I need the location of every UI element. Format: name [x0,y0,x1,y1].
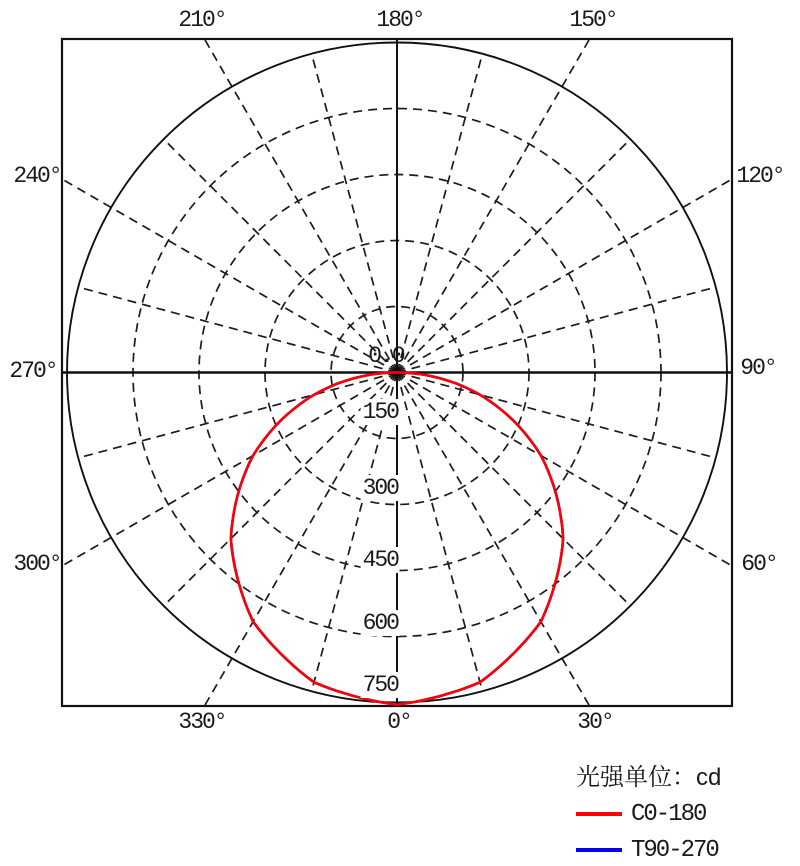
angle-label-30: 30° [577,709,613,735]
radial-label-0: 0.0 [368,343,404,369]
radial-label-450: 450 [362,547,398,573]
angle-label-120: 120° [736,163,784,189]
angle-label-90: 90° [740,355,776,381]
angle-label-210: 210° [178,7,226,33]
angle-label-150: 150° [569,7,617,33]
angle-label-180: 180° [376,7,424,33]
legend [576,757,721,866]
angle-label-60: 60° [741,551,777,577]
radial-label-150: 150 [362,399,398,425]
legend-item-c0-180 [576,796,721,832]
angle-label-240: 240° [13,163,61,189]
angle-label-300: 300° [13,551,61,577]
legend-swatch-c0-180-line [576,812,622,816]
angle-label-330: 330° [178,709,226,735]
legend-label-c0-180: C0-180 [631,800,706,828]
radial-label-750: 750 [362,672,398,698]
angle-label-270: 270° [9,358,57,384]
angle-label-0: 0° [387,709,411,735]
radial-label-600: 600 [362,610,398,636]
legend-title: 光强单位：cd [576,764,722,791]
radial-label-300: 300 [362,475,398,501]
legend-swatch-t90-270-line [576,848,622,852]
legend-label-t90-270: T90-270 [631,836,718,864]
legend-item-t90-270 [576,832,721,866]
